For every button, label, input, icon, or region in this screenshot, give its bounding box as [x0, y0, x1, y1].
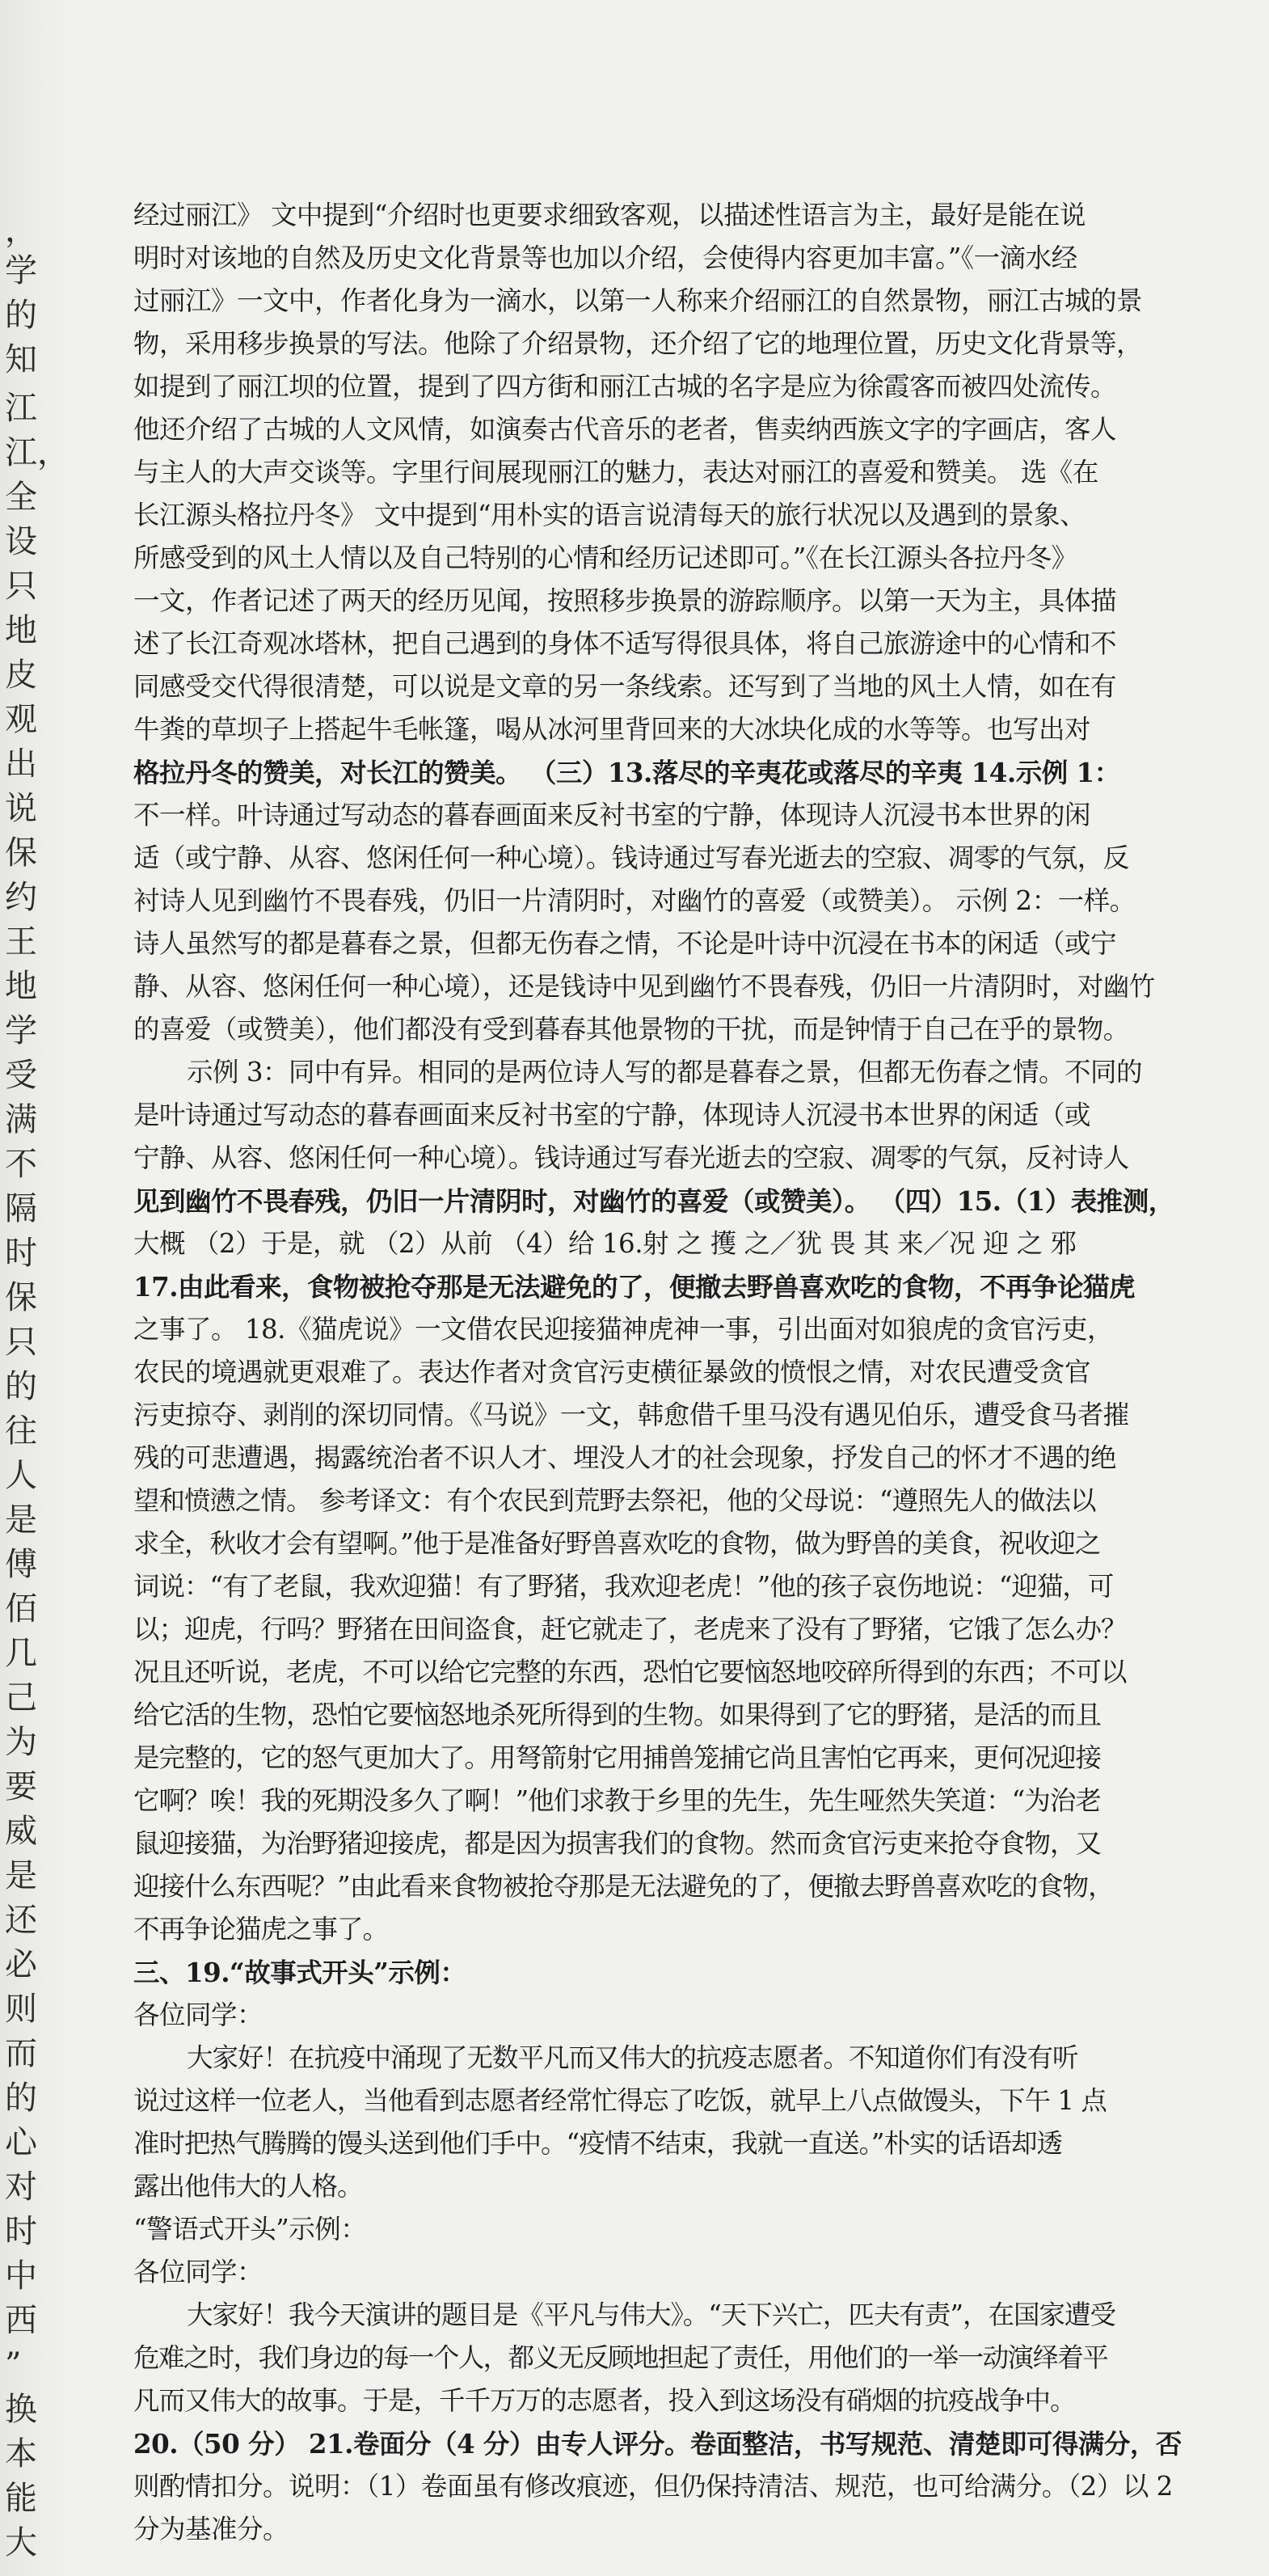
- text-line: 露出他伟大的人格。: [133, 2171, 363, 2202]
- margin-fragment: 说: [5, 790, 37, 827]
- margin-fragment: 时: [5, 2213, 37, 2250]
- text-line: 迎接什么东西呢？”由此看来食物被抢夺那是无法避免的了，便撤去野兽喜欢吃的食物，: [133, 1871, 1114, 1902]
- text-line: 他还介绍了古城的人文风情，如演奏古代音乐的老者，售卖纳西族文字的字画店，客人: [133, 414, 1117, 445]
- text-line: 残的可悲遭遇，揭露统治者不识人才、埋没人才的社会现象，抒发自己的怀才不遇的绝: [133, 1442, 1117, 1473]
- text-line: 宁静、从容、悠闲任何一种心境）。钱诗通过写春光逝去的空寂、凋零的气氛，反衬诗人: [133, 1142, 1129, 1173]
- text-line: 如提到了丽江坝的位置，提到了四方街和丽江古城的名字是应为徐霞客而被四处流传。: [133, 371, 1117, 402]
- margin-fragment: ”: [5, 2346, 22, 2384]
- margin-fragment: 要: [5, 1768, 37, 1805]
- margin-fragment: 观: [5, 701, 37, 738]
- text-line: 不再争论猫虎之事了。: [133, 1914, 389, 1945]
- margin-fragment: 还: [5, 1902, 37, 1939]
- margin-fragment: 隔: [5, 1190, 37, 1227]
- text-line: 大概 （2）于是，就 （2）从前 （4）给 16.射 之 擭 之／犹 畏 其 来／况 迎 之 邪: [133, 1228, 1077, 1259]
- margin-fragment: 人: [5, 1457, 37, 1494]
- margin-fragment: 地: [5, 968, 37, 1005]
- text-line: 示例 3：同中有异。相同的是两位诗人写的都是暮春之景，但都无伤春之情。不同的: [187, 1057, 1143, 1087]
- margin-fragment: 时: [5, 1235, 37, 1272]
- text-line: 词说：“有了老鼠，我欢迎猫！有了野猪，我欢迎老虎！”他的孩子哀伤地说：“迎猫，可: [133, 1571, 1114, 1602]
- section-heading: 三、19.“故事式开头”示例：: [133, 1957, 466, 1988]
- text-line: 格拉丹冬的赞美，对长江的赞美。 （三）13.落尽的辛夷花或落尽的辛夷 14.示例 1：: [133, 757, 1120, 788]
- margin-fragment: 的: [5, 297, 37, 334]
- margin-fragment: 学: [5, 252, 37, 289]
- text-line: 静、从容、悠闲任何一种心境），还是钱诗中见到幽竹不畏春残，仍旧一片清阴时，对幽竹: [133, 971, 1155, 1002]
- text-line: 同感受交代得很清楚，可以说是文章的另一条线索。还写到了当地的风土人情，如在有: [133, 671, 1117, 702]
- margin-fragment: 地: [5, 612, 37, 649]
- text-line: 危难之时，我们身边的每一个人，都义无反顾地担起了责任，用他们的一举一动演绎着平: [133, 2342, 1108, 2373]
- margin-fragment: 威: [5, 1813, 37, 1850]
- margin-fragment: 学: [5, 1012, 37, 1049]
- text-line: “警语式开头”示例：: [133, 2214, 367, 2244]
- margin-fragment: 几: [5, 1635, 37, 1672]
- margin-fragment: 西: [5, 2302, 37, 2339]
- margin-fragment: 约: [5, 879, 37, 916]
- text-line: 的喜爱（或赞美），他们都没有受到暮春其他景物的干扰，而是钟情于自己在乎的景物。: [133, 1014, 1129, 1045]
- text-line: 况且还听说，老虎，不可以给它完整的东西，恐怕它要恼怒地咬碎所得到的东西；不可以: [133, 1657, 1127, 1687]
- margin-fragment: 己: [5, 1679, 37, 1717]
- text-line: 是叶诗通过写动态的暮春画面来反衬书室的宁静，体现诗人沉浸书本世界的闲适（或: [133, 1100, 1091, 1130]
- text-line: 各位同学：: [133, 2000, 263, 2030]
- margin-fragment: 受: [5, 1057, 37, 1094]
- margin-fragment: 的: [5, 1368, 37, 1405]
- text-line: 过丽江》一文中，作者化身为一滴水，以第一人称来介绍丽江的自然景物，丽江古城的景: [133, 285, 1143, 316]
- text-line: 农民的境遇就更艰难了。表达作者对贪官污吏横征暴敛的愤恨之情，对农民遭受贪官: [133, 1357, 1091, 1387]
- answer-text-body: [133, 194, 1225, 2551]
- margin-fragment: 皮: [5, 657, 37, 694]
- text-line: 说过这样一位老人，当他看到志愿者经常忙得忘了吃饭，就早上八点做馒头，下午 1 点: [133, 2085, 1107, 2116]
- text-line: 长江源头格拉丹冬》 文中提到“用朴实的语言说清每天的旅行状况以及遇到的景象、: [133, 500, 1086, 530]
- margin-fragment: 则: [5, 1991, 37, 2028]
- text-line: 则酌情扣分。说明：（1）卷面虽有修改痕迹，但仍保持清洁、规范，也可给满分。（2）以 2: [133, 2471, 1173, 2502]
- margin-fragment: 全: [5, 479, 37, 516]
- text-line: 见到幽竹不畏春残，仍旧一片清阴时，对幽竹的喜爱（或赞美）。 （四）15.（1）表推测，: [133, 1185, 1174, 1217]
- margin-fragment: 保: [5, 834, 37, 872]
- margin-fragment: 往: [5, 1413, 37, 1450]
- text-line: 明时对该地的自然及历史文化背景等也加以介绍，会使得内容更加丰富。”《一滴水经: [133, 243, 1077, 273]
- text-line: 不一样。叶诗通过写动态的暮春画面来反衬书室的宁静，体现诗人沉浸书本世界的闲: [133, 800, 1091, 830]
- text-line: 牛粪的草坝子上搭起牛毛帐篷，喝从冰河里背回来的大冰块化成的水等等。也写出对: [133, 714, 1091, 745]
- text-line: 准时把热气腾腾的馒头送到他们手中。“疫情不结束，我就一直送。”朴实的话语却透: [133, 2128, 1062, 2159]
- margin-fragment: 王: [5, 923, 37, 961]
- text-line: 凡而又伟大的故事。于是，千千万万的志愿者，投入到这场没有硝烟的抗疫战争中。: [133, 2385, 1076, 2416]
- text-line: 它啊？唉！我的死期没多久了啊！”他们求教于乡里的先生，先生哑然失笑道：“为治老: [133, 1785, 1101, 1816]
- text-line: 之事了。 18.《猫虎说》一文借农民迎接猫神虎神一事，引出面对如狼虎的贪官污吏，: [133, 1314, 1114, 1345]
- margin-fragment: 而: [5, 2035, 37, 2072]
- text-line: 20.（50 分） 21.卷面分（4 分）由专人评分。卷面整洁，书写规范、清楚即可得满分，否: [133, 2428, 1182, 2460]
- text-line: 望和愤懑之情。 参考译文：有个农民到荒野去祭祀，他的父母说：“遵照先人的做法以: [133, 1485, 1096, 1516]
- text-line: 大家好！我今天演讲的题目是《平凡与伟大》。“天下兴亡，匹夫有责”，在国家遭受: [187, 2299, 1115, 2330]
- margin-fragment: 设: [5, 523, 37, 560]
- margin-fragment: 不: [5, 1146, 37, 1183]
- margin-fragment: 必: [5, 1946, 37, 1983]
- text-line: 以；迎虎，行吗？野猪在田间盗食，赶它就走了，老虎来了没有了野猪，它饿了怎么办？: [133, 1614, 1127, 1645]
- text-line: 诗人虽然写的都是暮春之景，但都无伤春之情，不论是叶诗中沉浸在书本的闲适（或宁: [133, 928, 1117, 959]
- margin-fragment: ，: [5, 212, 37, 249]
- margin-fragment: 傅: [5, 1546, 37, 1583]
- text-line: 污吏掠夺、剥削的深切同情。《马说》一文，韩愈借千里马没有遇见伯乐，遭受食马者摧: [133, 1400, 1129, 1430]
- margin-fragment: 心: [5, 2124, 37, 2161]
- text-line: 述了长江奇观冰塔林，把自己遇到的身体不适写得很具体，将自己旅游途中的心情和不: [133, 628, 1117, 659]
- text-line: 是完整的，它的怒气更加大了。用弩箭射它用捕兽笼捕它尚且害怕它再来，更何况迎接: [133, 1742, 1102, 1773]
- margin-fragment: 对: [5, 2168, 37, 2206]
- margin-fragment: 是: [5, 1857, 37, 1894]
- margin-fragment: 保: [5, 1279, 37, 1316]
- margin-fragment: 中: [5, 2257, 37, 2295]
- margin-fragment: 大: [5, 2524, 37, 2561]
- margin-fragment: 满: [5, 1101, 37, 1138]
- text-line: 求全，秋收才会有望啊。”他于是准备好野兽喜欢吃的食物，做为野兽的美食，祝收迎之: [133, 1528, 1101, 1559]
- text-line: 分为基准分。: [133, 2514, 289, 2544]
- margin-fragment: 只: [5, 1324, 37, 1361]
- text-line: 一文，作者记述了两天的经历见闻，按照移步换景的游踪顺序。以第一天为主，具体描: [133, 585, 1117, 616]
- text-line: 适（或宁静、从容、悠闲任何一种心境）。钱诗通过写春光逝去的空寂、凋零的气氛，反: [133, 842, 1129, 873]
- text-line: 鼠迎接猫，为治野猪迎接虎，都是因为损害我们的食物。然而贪官污吏来抢夺食物，又: [133, 1828, 1102, 1859]
- margin-fragment: 本: [5, 2435, 37, 2473]
- text-line: 所感受到的风土人情以及自己特别的心情和经历记述即可。”《在长江源头各拉丹冬》: [133, 543, 1077, 573]
- margin-fragment: 换: [5, 2391, 37, 2428]
- margin-fragment: 只: [5, 568, 37, 605]
- margin-fragment: 能: [5, 2480, 37, 2517]
- text-line: 与主人的大声交谈等。字里行间展现丽江的魅力，表达对丽江的喜爱和赞美。 选《在: [133, 457, 1098, 488]
- margin-fragment: 是: [5, 1501, 37, 1539]
- text-line: 经过丽江》 文中提到“介绍时也更要求细致客观，以描述性语言为主，最好是能在说: [133, 200, 1086, 230]
- margin-fragment: 江: [5, 390, 37, 427]
- margin-fragment: 为: [5, 1724, 37, 1761]
- text-line: 物，采用移步换景的写法。他除了介绍景物，还介绍了它的地理位置，历史文化背景等，: [133, 328, 1143, 359]
- text-line: 大家好！在抗疫中涌现了无数平凡而又伟大的抗疫志愿者。不知道你们有没有听: [187, 2042, 1078, 2073]
- margin-fragment: 的: [5, 2080, 37, 2117]
- margin-fragment: 江，: [5, 434, 70, 471]
- text-line: 给它活的生物，恐怕它要恼怒地杀死所得到的生物。如果得到了它的野猪，是活的而且: [133, 1700, 1102, 1730]
- margin-fragment: 出: [5, 745, 37, 783]
- text-line: 各位同学：: [133, 2257, 263, 2287]
- left-margin-bleed: [0, 0, 81, 2576]
- text-line: 衬诗人见到幽竹不畏春残，仍旧一片清阴时，对幽竹的喜爱（或赞美）。 示例 2：一样。: [133, 885, 1136, 916]
- text-line: 17.由此看来，食物被抢夺那是无法避免的了，便撤去野兽喜欢吃的食物，不再争论猫虎: [133, 1271, 1136, 1303]
- margin-fragment: 佰: [5, 1590, 37, 1628]
- margin-fragment: 知: [5, 341, 37, 378]
